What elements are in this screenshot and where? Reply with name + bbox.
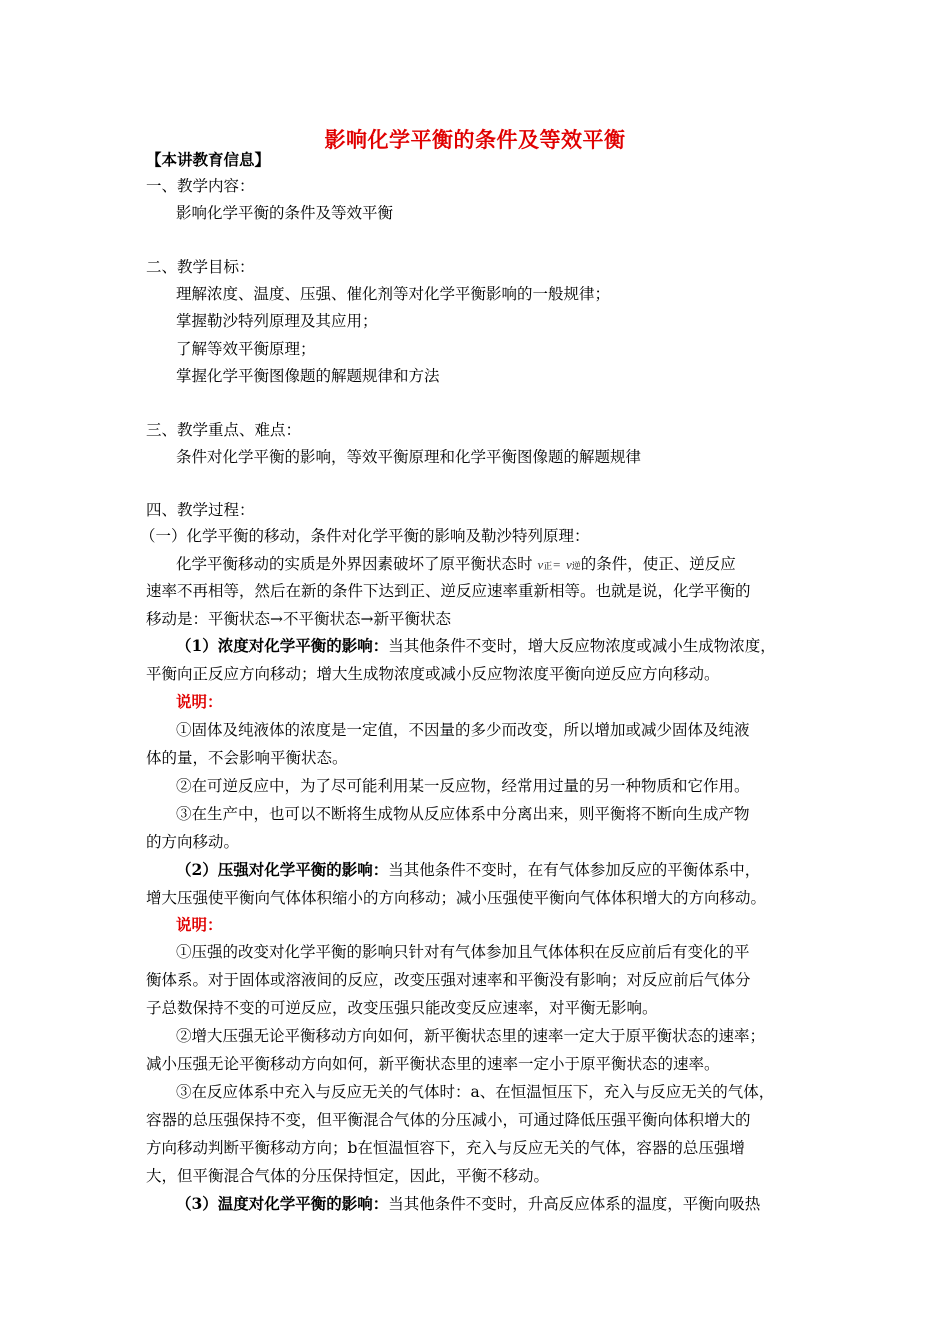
pressure-note-2b: 减小压强无论平衡移动方向如何，新平衡状态里的速率一定小于原平衡状态的速率。	[146, 1055, 720, 1073]
concentration-note-3b: 的方向移动。	[146, 833, 240, 851]
pressure-note-2a: ②增大压强无论平衡移动方向如何，新平衡状态里的速率一定大于原平衡状态的速率；	[176, 1027, 766, 1045]
intro-line-2: 速率不再相等，然后在新的条件下达到正、逆反应速率重新相等。也就是说，化学平衡的	[146, 582, 751, 600]
concentration-note-2: ②在可逆反应中，为了尽可能利用某一反应物，经常用过量的另一种物质和它作用。	[176, 777, 750, 795]
note-label: 说明：	[176, 915, 223, 934]
intro-text-a: 化学平衡移动的实质是外界因素破坏了原平衡状态时	[176, 555, 533, 573]
concentration-note-1b: 体的量，不会影响平衡状态。	[146, 749, 348, 767]
section-3-body: 条件对化学平衡的影响，等效平衡原理和化学平衡图像题的解题规律	[176, 448, 642, 466]
velocity-symbol: v	[565, 557, 572, 572]
note-label: 说明：	[176, 692, 223, 711]
pressure-note-1a: ①压强的改变对化学平衡的影响只针对有气体参加且气体体积在反应前后有变化的平	[176, 943, 750, 961]
concentration-line-2: 平衡向正反应方向移动；增大生成物浓度或减小反应物浓度平衡向逆反应方向移动。	[146, 665, 720, 683]
section-1-body: 影响化学平衡的条件及等效平衡	[176, 204, 394, 222]
concentration-text: 当其他条件不变时，增大反应物浓度或减小生成物浓度，	[388, 637, 776, 655]
document-title: 影响化学平衡的条件及等效平衡	[324, 128, 626, 152]
pressure-note-1c: 子总数保持不变的可逆反应，改变压强只能改变反应速率，对平衡无影响。	[146, 999, 658, 1017]
concentration-note-3a: ③在生产中，也可以不断将生成物从反应体系中分离出来，则平衡将不断向生成产物	[176, 805, 750, 823]
objective-item: 掌握化学平衡图像题的解题规律和方法	[176, 367, 440, 385]
temperature-line-1	[176, 1194, 760, 1214]
section-4-heading: 四、教学过程：	[146, 501, 255, 519]
intro-text-b: 的条件，使正、逆反应	[580, 555, 736, 573]
intro-line-3: 移动是：平衡状态→不平衡状态→新平衡状态	[146, 610, 451, 628]
pressure-note-1b: 衡体系。对于固体或溶液间的反应，改变压强对速率和平衡没有影响；对反应前后气体分	[146, 971, 751, 989]
section-2-heading: 二、教学目标：	[146, 258, 255, 276]
info-header: 【本讲教育信息】	[146, 150, 271, 169]
pressure-label: （2）压强对化学平衡的影响：	[176, 860, 389, 879]
pressure-line-1	[176, 860, 760, 880]
pressure-note-3d: 大，但平衡混合气体的分压保持恒定，因此，平衡不移动。	[146, 1167, 550, 1185]
objective-item: 掌握勒沙特列原理及其应用；	[176, 312, 378, 330]
pressure-note-3c: 方向移动判断平衡移动方向；b在恒温恒容下，充入与反应无关的气体，容器的总压强增	[146, 1139, 745, 1157]
pressure-note-3b: 容器的总压强保持不变，但平衡混合气体的分压减小，可通过降低压强平衡向体积增大的	[146, 1111, 751, 1129]
forward-subscript: 正	[543, 562, 553, 572]
equals-sign: =	[552, 557, 562, 572]
objective-item: 了解等效平衡原理；	[176, 340, 316, 358]
concentration-line-1	[176, 636, 776, 656]
concentration-note-1a: ①固体及纯液体的浓度是一定值，不因量的多少而改变，所以增加或减少固体及纯液	[176, 721, 750, 739]
temperature-label: （3）温度对化学平衡的影响：	[176, 1194, 389, 1213]
section-1-heading: 一、教学内容：	[146, 177, 255, 195]
subsection-1-heading: （一）化学平衡的移动，条件对化学平衡的影响及勒沙特列原理：	[140, 527, 590, 545]
objective-item: 理解浓度、温度、压强、催化剂等对化学平衡影响的一般规律；	[176, 285, 611, 303]
temperature-text: 当其他条件不变时，升高反应体系的温度，平衡向吸热	[388, 1195, 761, 1213]
velocity-symbol: v	[537, 557, 544, 572]
reverse-subscript: 逆	[571, 562, 581, 572]
section-3-heading: 三、教学重点、难点：	[146, 421, 302, 439]
pressure-line-2: 增大压强使平衡向气体体积缩小的方向移动；减小压强使平衡向气体体积增大的方向移动。	[146, 889, 767, 907]
pressure-note-3a: ③在反应体系中充入与反应无关的气体时：a、在恒温恒压下，充入与反应无关的气体，	[176, 1083, 775, 1101]
intro-line-1	[176, 554, 736, 577]
concentration-label: （1）浓度对化学平衡的影响：	[176, 636, 389, 655]
pressure-text: 当其他条件不变时，在有气体参加反应的平衡体系中，	[388, 861, 761, 879]
